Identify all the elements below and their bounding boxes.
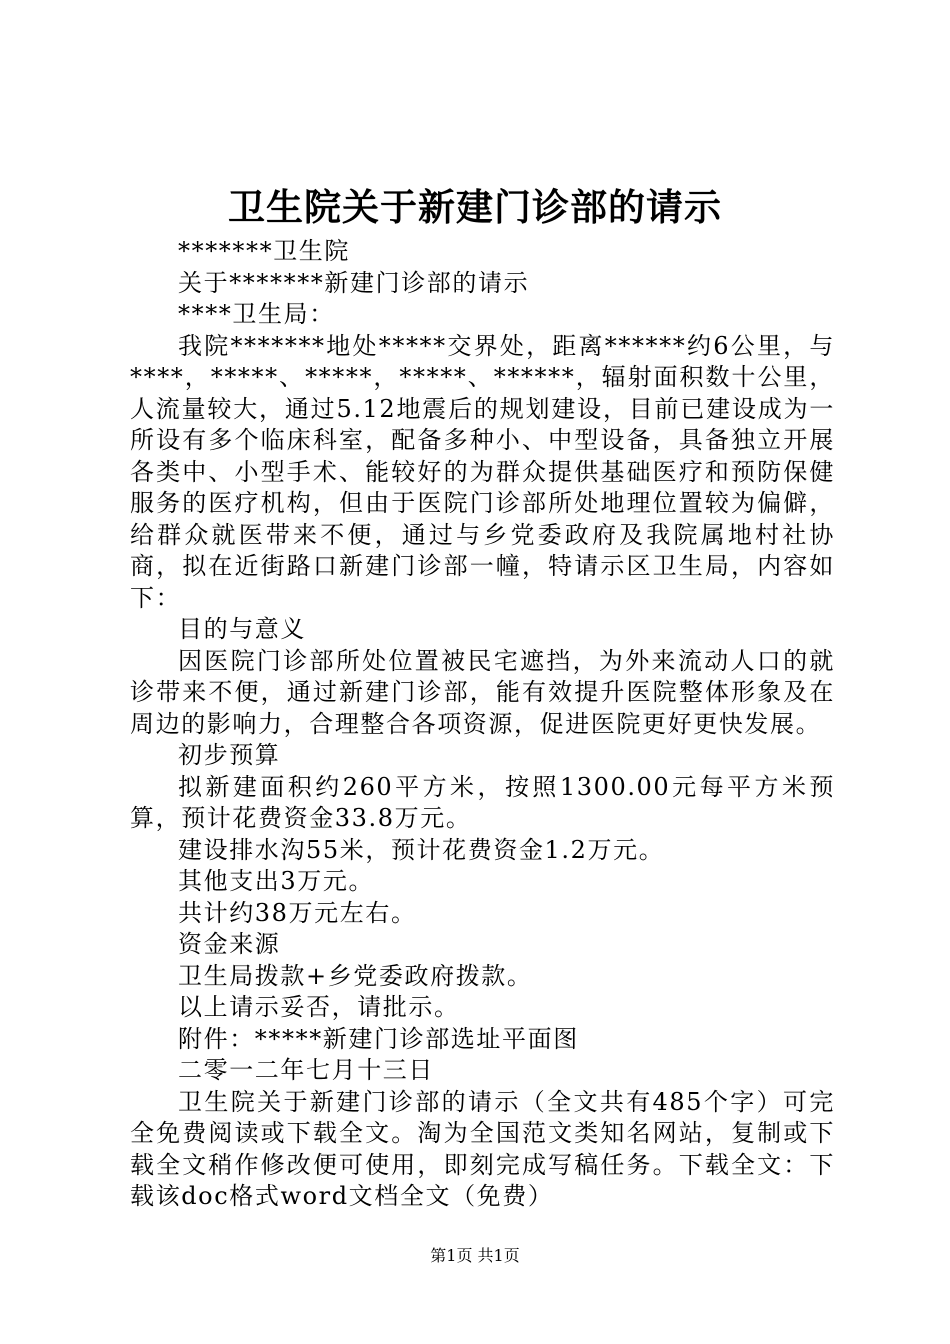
paragraph-subject: 关于*******新建门诊部的请示 — [178, 268, 530, 297]
document-body — [130, 236, 835, 1213]
section-heading-budget: 初步预算 — [178, 741, 281, 769]
paragraph-budget-total: 共计约38万元左右。 — [178, 898, 417, 927]
paragraph-introduction: 我院*******地处*****交界处，距离******约6公里，与****，*****、*****，*****、******，辐射面积数十公里，人流量较大，通过5.12地震后的规划建设，目前已建设成为一所设有多个临床科室，配备多种小、中型设备，具备独立开展各类中、小型手术、能较好的为群众提供基础医疗和预防保健服务的医疗机构，但由于医院门诊部所处地理位置较为偏僻，给群众就医带来不便，通过与乡党委政府及我院属地村社协商，拟在近街路口新建门诊部一幢，特请示区卫生局，内容如下： — [130, 331, 835, 612]
document-title: 卫生院关于新建门诊部的请示 — [228, 185, 722, 229]
paragraph-purpose: 因医院门诊部所处位置被民宅遮挡，为外来流动人口的就诊带来不便，通过新建门诊部，能有效提升医院整体形象及在周边的影响力，合理整合各项资源，促进医院更好更快发展。 — [130, 646, 835, 738]
paragraph-download-note: 卫生院关于新建门诊部的请示（全文共有485个字）可完全免费阅读或下载全文。淘为全国范文类知名网站，复制或下载全文稍作修改便可使用，即刻完成写稿任务。下载全文：下载该doc格式word文档全文（免费） — [130, 1087, 835, 1210]
paragraph-recipient: ****卫生局： — [178, 300, 335, 328]
section-heading-purpose: 目的与意义 — [178, 615, 306, 643]
paragraph-budget-other: 其他支出3万元。 — [178, 867, 375, 895]
page-footer: 第1页 共1页 — [430, 1246, 520, 1265]
paragraph-request-closing: 以上请示妥否，请批示。 — [178, 993, 460, 1021]
paragraph-budget-drainage: 建设排水沟55米，预计花费资金1.2万元。 — [178, 835, 665, 864]
paragraph-sender: *******卫生院 — [178, 237, 350, 265]
paragraph-budget-building: 拟新建面积约260平方米，按照1300.00元每平方米预算，预计花费资金33.8万元。 — [130, 772, 835, 832]
paragraph-date: 二零一二年七月十三日 — [178, 1056, 434, 1084]
section-heading-funding: 资金来源 — [178, 930, 281, 958]
paragraph-attachment: 附件：*****新建门诊部选址平面图 — [178, 1024, 579, 1053]
paragraph-funding: 卫生局拨款+乡党委政府拨款。 — [178, 961, 533, 990]
